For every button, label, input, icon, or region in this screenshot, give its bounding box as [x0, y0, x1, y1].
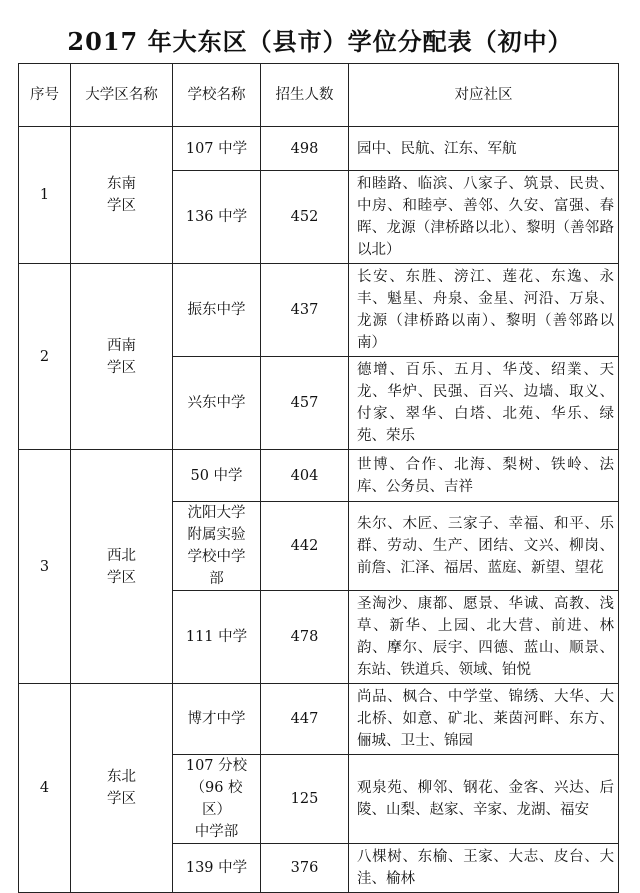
header-row	[19, 64, 619, 127]
community-list: 八棵树、东榆、王家、大志、皮台、大洼、榆林	[349, 844, 619, 893]
school-name: 139 中学	[173, 844, 261, 893]
enroll-count: 478	[261, 591, 349, 684]
table-row	[19, 684, 619, 755]
header-community: 对应社区	[349, 64, 619, 127]
school-name: 博才中学	[173, 684, 261, 755]
enroll-count: 437	[261, 264, 349, 357]
table-row	[19, 450, 619, 502]
enroll-count: 404	[261, 450, 349, 502]
table-row	[19, 127, 619, 171]
school-name: 111 中学	[173, 591, 261, 684]
community-list: 尚品、枫合、中学堂、锦绣、大华、大北桥、如意、矿北、莱茵河畔、东方、俪城、卫士、锦园	[349, 684, 619, 755]
header-enroll: 招生人数	[261, 64, 349, 127]
community-list: 德增、百乐、五月、华茂、绍業、天龙、华炉、民强、百兴、边墙、取义、付家、翠华、白塔、北苑、华乐、绿苑、荣乐	[349, 357, 619, 450]
school-name: 兴东中学	[173, 357, 261, 450]
header-seq: 序号	[19, 64, 71, 127]
district-name: 西北 学区	[71, 450, 173, 684]
community-list: 和睦路、临滨、八家子、筑景、民贵、中房、和睦亭、善邻、久安、富强、春晖、龙源（津桥路以北）、黎明（善邻路以北）	[349, 171, 619, 264]
allocation-table	[18, 63, 619, 893]
enroll-count: 442	[261, 502, 349, 591]
district-seq: 4	[19, 684, 71, 893]
community-list: 观泉苑、柳邻、钢花、金客、兴达、后陵、山梨、赵家、辛家、龙湖、福安	[349, 755, 619, 844]
enroll-count: 457	[261, 357, 349, 450]
community-list: 圣淘沙、康都、愿景、华诚、高教、浅草、新华、上园、北大营、前进、林韵、摩尔、辰宇、四德、蓝山、顺景、东站、铁道兵、领域、铂悦	[349, 591, 619, 684]
header-school: 学校名称	[173, 64, 261, 127]
district-name: 西南 学区	[71, 264, 173, 450]
school-name: 136 中学	[173, 171, 261, 264]
enroll-count: 452	[261, 171, 349, 264]
district-seq: 1	[19, 127, 71, 264]
district-name: 东北 学区	[71, 684, 173, 893]
community-list: 世博、合作、北海、梨树、铁岭、法库、公务员、吉祥	[349, 450, 619, 502]
school-name: 107 中学	[173, 127, 261, 171]
table-row	[19, 264, 619, 357]
school-name: 振东中学	[173, 264, 261, 357]
district-name: 东南 学区	[71, 127, 173, 264]
enroll-count: 447	[261, 684, 349, 755]
enroll-count: 498	[261, 127, 349, 171]
enroll-count: 376	[261, 844, 349, 893]
community-list: 长安、东胜、滂江、莲花、东逸、永丰、魁星、舟泉、金星、河沿、万泉、龙源（津桥路以南）、黎明（善邻路以南）	[349, 264, 619, 357]
district-seq: 3	[19, 450, 71, 684]
district-seq: 2	[19, 264, 71, 450]
community-list: 园中、民航、江东、军航	[349, 127, 619, 171]
header-district: 大学区名称	[71, 64, 173, 127]
page-title: 2017 年大东区（县市）学位分配表（初中）	[67, 27, 573, 56]
enroll-count: 125	[261, 755, 349, 844]
school-name: 107 分校 （96 校 区） 中学部	[173, 755, 261, 844]
school-name: 沈阳大学 附属实验 学校中学 部	[173, 502, 261, 591]
school-name: 50 中学	[173, 450, 261, 502]
community-list: 朱尔、木匠、三家子、幸福、和平、乐群、劳动、生产、团结、文兴、柳岗、前詹、汇泽、福居、蓝庭、新望、望花	[349, 502, 619, 591]
